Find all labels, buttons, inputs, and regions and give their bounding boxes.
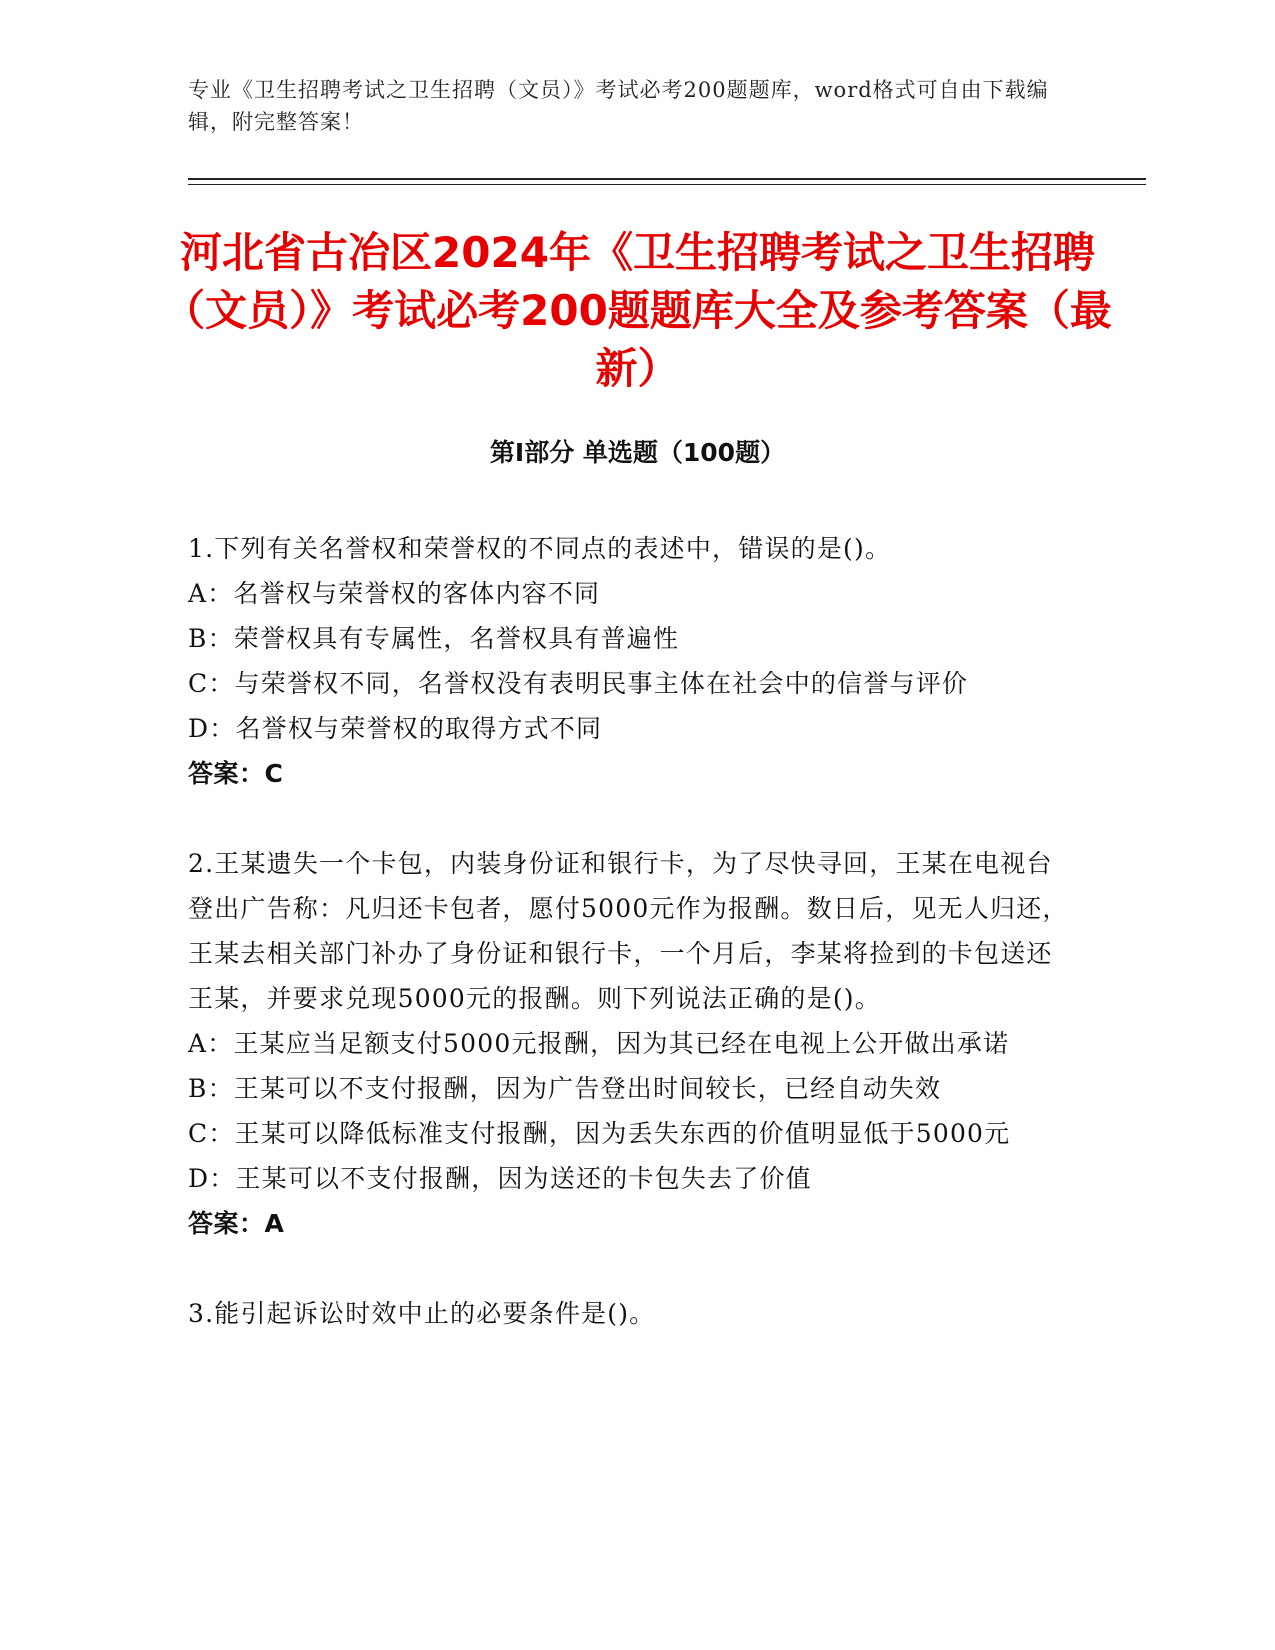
question-spacer [188, 1246, 1078, 1291]
header-divider-thick [188, 178, 1146, 180]
option-c: C：王某可以降低标准支付报酬，因为丢失东西的价值明显低于5000元 [188, 1119, 1011, 1148]
option-a: A：王某应当足额支付5000元报酬，因为其已经在电视上公开做出承诺 [188, 1029, 1010, 1058]
option-d: D：名誉权与荣誉权的取得方式不同 [188, 714, 603, 743]
header-note: 专业《卫生招聘考试之卫生招聘（文员）》考试必考200题题库，word格式可自由下载编辑，附完整答案！ [188, 78, 1049, 134]
answer-label: 答案：C [188, 759, 284, 788]
section-heading: 第Ⅰ部分 单选题（100题） [489, 438, 786, 467]
question-item [188, 1291, 1078, 1336]
option-b: B：王某可以不支付报酬，因为广告登出时间较长，已经自动失效 [188, 1074, 942, 1103]
question-list [188, 526, 1078, 1336]
question-text: 1.下列有关名誉权和荣誉权的不同点的表述中，错误的是()。 [188, 534, 892, 563]
option-d: D：王某可以不支付报酬，因为送还的卡包失去了价值 [188, 1164, 812, 1193]
document-title: 河北省古冶区2024年《卫生招聘考试之卫生招聘（文员）》考试必考200题题库大全及参考答案（最新） [163, 228, 1112, 393]
question-text: 2.王某遗失一个卡包，内装身份证和银行卡，为了尽快寻回，王某在电视台登出广告称：凡归还卡包者，愿付5000元作为报酬。数日后，见无人归还，王某去相关部门补办了身份证和银行卡，一个月后，李某将捡到的卡包送还王某，并要求兑现5000元的报酬。则下列说法正确的是()。 [188, 849, 1069, 1013]
option-c: C：与荣誉权不同，名誉权没有表明民事主体在社会中的信誉与评价 [188, 669, 969, 698]
question-item [188, 841, 1078, 1246]
option-a: A：名誉权与荣誉权的客体内容不同 [188, 579, 601, 608]
header-divider-thin [188, 184, 1146, 185]
answer-label: 答案：A [188, 1209, 285, 1238]
option-b: B：荣誉权具有专属性，名誉权具有普遍性 [188, 624, 680, 653]
question-spacer [188, 796, 1078, 841]
question-text: 3.能引起诉讼时效中止的必要条件是()。 [188, 1299, 656, 1328]
question-item [188, 526, 1078, 796]
